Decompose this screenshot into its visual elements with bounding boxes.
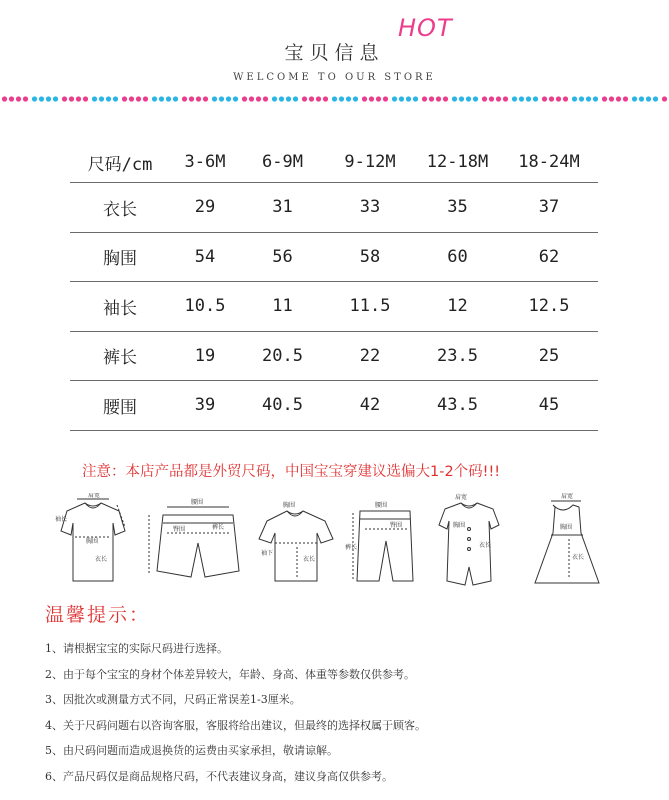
divider-dot (542, 96, 547, 101)
divider-dot (512, 96, 517, 101)
row-label: 胸围 (103, 249, 137, 270)
divider-dot (443, 96, 448, 101)
divider-dot (242, 96, 247, 101)
list-item: 2、由于每个宝宝的身材个体差异较大，年龄、身高、体重等参数仅供参考。 (45, 667, 415, 681)
table-cell: 20.5 (262, 345, 303, 366)
divider-dot (152, 96, 157, 101)
divider-dot (466, 96, 471, 101)
dotted-divider (0, 95, 669, 103)
divider-dot (2, 96, 7, 101)
divider-dot (203, 96, 208, 101)
note-label: 注意： (82, 464, 126, 480)
table-cell: 12.5 (528, 296, 570, 317)
divider-dot (572, 96, 577, 101)
divider-dot (83, 96, 88, 101)
table-cell: 12 (447, 296, 468, 317)
divider-dot (646, 96, 651, 101)
divider-dot (9, 96, 14, 101)
divider-dot (136, 96, 141, 101)
shoulder-label: 肩宽 (88, 493, 101, 499)
divider-dot (69, 96, 74, 101)
divider-dot (609, 96, 614, 101)
divider-dot (376, 96, 381, 101)
table-cell: 45 (538, 395, 560, 416)
table-cell: 11.5 (349, 296, 391, 317)
pants-length-label: 裤长 (212, 524, 225, 531)
divider-dot (429, 96, 434, 101)
divider-dot (23, 96, 28, 101)
table-cell: 11 (272, 296, 293, 317)
divider-dot (166, 96, 171, 101)
size-table (70, 142, 598, 431)
divider-dot (226, 96, 231, 101)
divider-dot (106, 96, 111, 101)
divider-dot (346, 96, 351, 101)
divider-dot (586, 96, 591, 101)
table-cell: 25 (538, 345, 560, 366)
divider-dot (39, 96, 44, 101)
table-cell: 10.5 (184, 296, 226, 317)
table-row (70, 332, 598, 382)
divider-dot (173, 96, 178, 101)
divider-dot (122, 96, 127, 101)
table-cell: 54 (194, 246, 216, 267)
row-label: 裤长 (103, 348, 137, 369)
divider-dot (272, 96, 277, 101)
hip-label: 臀围 (173, 526, 186, 533)
length-label: 衣长 (95, 556, 108, 563)
shoulder-label-2: 肩宽 (455, 494, 468, 501)
column-header: 尺码/cm (87, 154, 153, 175)
divider-dot (353, 96, 358, 101)
divider-dot (129, 96, 134, 101)
divider-dot (556, 96, 561, 101)
table-cell: 35 (447, 197, 468, 218)
divider-dot (53, 96, 58, 101)
size-note (82, 460, 500, 481)
divider-dot (653, 96, 658, 101)
table-cell: 22 (359, 345, 381, 366)
tshirt-sleeve-diagram (259, 501, 333, 581)
table-cell: 39 (194, 395, 216, 416)
tshirt-diagram (55, 493, 125, 581)
column-header: 6-9M (262, 152, 303, 172)
divider-dot (632, 96, 637, 101)
list-item: 6、产品尺码仅是商品规格尺码，不代表建议身高，建议身高仅供参考。 (45, 769, 393, 783)
tips-list (45, 640, 645, 793)
divider-dot (616, 96, 621, 101)
divider-dot (249, 96, 254, 101)
table-cell: 62 (538, 246, 560, 267)
divider-dot (639, 96, 644, 101)
waist-label-2: 腰围 (375, 502, 388, 509)
divider-dot (92, 96, 97, 101)
table-row (70, 381, 598, 431)
list-item: 1、请根据宝宝的实际尺码进行选择。 (45, 642, 228, 655)
divider-dot (563, 96, 568, 101)
divider-dot (602, 96, 607, 101)
divider-dot (406, 96, 411, 101)
measurement-diagrams (55, 493, 615, 593)
divider-dot (526, 96, 531, 101)
divider-dot (316, 96, 321, 101)
divider-dot (62, 96, 67, 101)
chest-label-4: 胸围 (560, 524, 573, 531)
divider-dot (263, 96, 268, 101)
table-cell: 37 (538, 197, 560, 218)
divider-dot (519, 96, 524, 101)
divider-dot (113, 96, 118, 101)
divider-dot (413, 96, 418, 101)
row-label: 腰围 (103, 397, 137, 418)
divider-dot (662, 96, 667, 101)
divider-dot (533, 96, 538, 101)
divider-dot (459, 96, 464, 101)
table-cell: 58 (359, 246, 381, 267)
divider-dot (323, 96, 328, 101)
divider-dot (196, 96, 201, 101)
romper-diagram (439, 493, 499, 585)
column-header: 3-6M (184, 152, 226, 172)
divider-dot (293, 96, 298, 101)
divider-dot (302, 96, 307, 101)
row-label: 衣长 (103, 199, 137, 220)
divider-dot (309, 96, 314, 101)
divider-dot (32, 96, 37, 101)
length-label-3: 衣长 (479, 542, 492, 549)
hip-label-2: 臀围 (390, 522, 403, 529)
table-cell: 23.5 (437, 345, 478, 366)
chest-label-3: 胸围 (453, 522, 466, 529)
divider-dot (143, 96, 148, 101)
list-item: 5、由尺码问题而造成退换货的运费由买家承担，敬请谅解。 (45, 744, 338, 757)
divider-dot (46, 96, 51, 101)
divider-dot (399, 96, 404, 101)
divider-dot (623, 96, 628, 101)
divider-dot (422, 96, 427, 101)
dress-diagram (535, 493, 599, 583)
divider-dot (489, 96, 494, 101)
note-text: 本店产品都是外贸尺码，中国宝宝穿建议选偏大1-2个码!!! (125, 464, 501, 480)
divider-dot (392, 96, 397, 101)
divider-dot (219, 96, 224, 101)
divider-dot (279, 96, 284, 101)
divider-dot (189, 96, 194, 101)
table-cell: 31 (272, 197, 293, 218)
divider-dot (16, 96, 21, 101)
table-cell: 56 (272, 246, 293, 267)
divider-dot (593, 96, 598, 101)
divider-dot (452, 96, 457, 101)
sleeve-label: 袖长 (55, 516, 68, 523)
divider-dot (383, 96, 388, 101)
divider-dot (339, 96, 344, 101)
table-cell: 42 (359, 395, 381, 416)
list-item: 4、关于尺码问题右以咨询客服，客服将给出建议，但最终的选择权属于顾客。 (45, 718, 426, 732)
divider-dot (99, 96, 104, 101)
divider-dot (549, 96, 554, 101)
divider-dot (503, 96, 508, 101)
page-title: 宝贝信息 (284, 42, 385, 64)
table-cell: 19 (194, 345, 216, 366)
divider-dot (159, 96, 164, 101)
chest-label-2: 胸围 (283, 502, 296, 509)
divider-dot (212, 96, 217, 101)
divider-dot (76, 96, 81, 101)
armhole-label: 袖下 (261, 550, 274, 557)
divider-dot (496, 96, 501, 101)
table-cell: 43.5 (437, 395, 478, 416)
pants-length-label-2: 裤长 (345, 544, 358, 551)
row-label: 袖长 (103, 298, 137, 319)
divider-dot (579, 96, 584, 101)
length-label-4: 衣长 (572, 554, 585, 561)
table-cell: 29 (194, 197, 216, 218)
list-item: 3、因批次或测量方式不同，尺码正常误差1-3厘米。 (45, 693, 301, 706)
tips-title: 温馨提示： (45, 604, 151, 626)
table-row (70, 282, 598, 332)
length-label-2: 衣长 (303, 556, 316, 563)
shoulder-label-3: 肩宽 (561, 493, 574, 500)
divider-dot (332, 96, 337, 101)
divider-dot (233, 96, 238, 101)
divider-dot (369, 96, 374, 101)
column-header: 18-24M (518, 152, 580, 172)
divider-dot (436, 96, 441, 101)
shorts-diagram (149, 498, 239, 577)
hot-badge: HOT (398, 14, 453, 42)
table-cell: 40.5 (262, 395, 303, 416)
divider-dot (256, 96, 261, 101)
table-row (70, 183, 598, 233)
chest-label: 胸围 (86, 538, 99, 545)
table-cell: 60 (447, 246, 468, 267)
column-header: 9-12M (344, 152, 396, 172)
waist-label: 腰围 (191, 499, 204, 506)
pants-diagram (345, 501, 413, 581)
divider-dot (286, 96, 291, 101)
divider-dot (362, 96, 367, 101)
column-header: 12-18M (426, 152, 489, 172)
divider-dot (182, 96, 187, 101)
page-subtitle: WELCOME TO OUR STORE (233, 72, 436, 83)
table-header-row (70, 142, 598, 183)
table-row (70, 233, 598, 283)
divider-dot (473, 96, 478, 101)
divider-dot (482, 96, 487, 101)
header (0, 0, 669, 100)
table-cell: 33 (359, 197, 381, 218)
